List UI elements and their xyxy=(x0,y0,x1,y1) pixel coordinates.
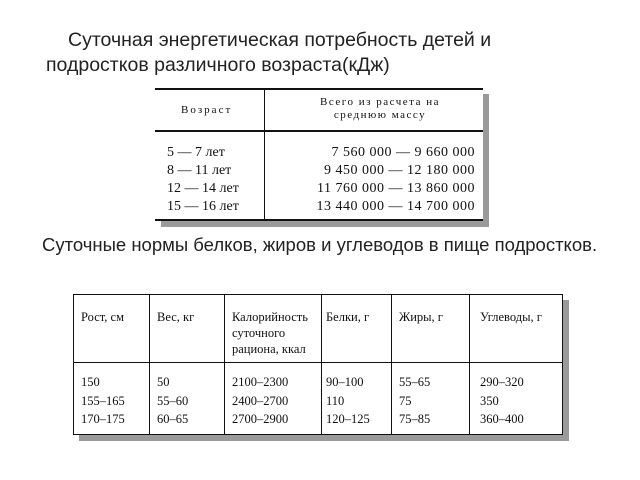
norms-cell: 2400–2700 xyxy=(232,393,289,408)
energy-table-bottom-rule xyxy=(155,219,483,221)
norms-cell: 60–65 xyxy=(157,412,189,426)
norms-cell: 155–165 xyxy=(81,393,125,408)
norms-cell: 170–175 xyxy=(81,412,125,426)
energy-row-age: 12 — 14 лет xyxy=(167,181,239,196)
norms-cell: 290–320 xyxy=(480,375,524,389)
energy-table-header-total xyxy=(285,96,475,122)
norms-cells-carbs xyxy=(480,373,558,429)
norms-header-carbs: Углеводы, г xyxy=(480,310,542,324)
slide-title xyxy=(40,28,610,78)
energy-table-header-age: Возраст xyxy=(181,104,233,116)
section-subtitle: Суточные нормы белков, жиров и углеводов в пище подростков. xyxy=(42,234,598,255)
norms-header-weight: Вес, кг xyxy=(157,310,195,324)
norms-col-fats xyxy=(391,295,470,434)
norms-cell: 2700–2900 xyxy=(232,412,289,426)
norms-table xyxy=(73,294,563,435)
energy-row-value: 7 560 000 — 9 660 000 xyxy=(331,145,475,160)
energy-row-age: 5 — 7 лет xyxy=(167,145,225,160)
norms-cell: 360–400 xyxy=(480,412,524,426)
norms-col-proteins xyxy=(321,295,392,434)
slide-title-line-1: Суточная энергетическая потребность детей и xyxy=(68,29,492,51)
norms-cell: 150 xyxy=(81,375,100,389)
energy-row-age: 8 — 11 лет xyxy=(167,163,232,178)
energy-table-top-rule xyxy=(155,88,483,90)
table-row xyxy=(155,145,483,163)
energy-row-value: 9 450 000 — 12 180 000 xyxy=(324,163,475,178)
norms-cell: 55–65 xyxy=(399,375,431,389)
energy-row-age: 15 — 16 лет xyxy=(167,199,239,214)
energy-table-body xyxy=(155,145,483,217)
norms-col-height xyxy=(74,295,149,434)
norms-col-carbs xyxy=(469,295,562,434)
norms-cells-proteins xyxy=(326,373,388,429)
norms-cells-fats xyxy=(399,373,466,429)
norms-col-weight xyxy=(149,295,225,434)
norms-cell: 55–60 xyxy=(157,393,189,408)
norms-cells-calories xyxy=(232,373,318,429)
norms-col-calories xyxy=(224,295,322,434)
norms-cell: 50 xyxy=(157,375,170,389)
norms-header-calories-line-3: рациона, ккал xyxy=(232,342,306,356)
norms-cell: 75 xyxy=(399,393,412,408)
norms-cell: 2100–2300 xyxy=(232,375,289,389)
energy-table-header-rule xyxy=(155,130,483,132)
norms-header-calories-line-1: Калорийность xyxy=(232,310,308,324)
energy-table-header-total-line-1: Всего из расчета на xyxy=(319,96,440,108)
energy-table xyxy=(155,88,483,221)
energy-row-value: 11 760 000 — 13 860 000 xyxy=(317,181,475,196)
norms-cell: 75–85 xyxy=(399,412,431,426)
norms-cell: 350 xyxy=(480,393,499,408)
table-row xyxy=(155,181,483,199)
energy-row-value: 13 440 000 — 14 700 000 xyxy=(316,199,475,214)
norms-header-calories xyxy=(232,309,318,357)
norms-cell: 110 xyxy=(326,393,345,408)
table-row xyxy=(155,199,483,217)
norms-header-height: Рост, см xyxy=(81,310,124,324)
norms-header-fats: Жиры, г xyxy=(399,310,443,324)
norms-cells-height xyxy=(81,373,145,429)
norms-header-calories-line-2: суточного xyxy=(232,326,286,340)
energy-table-header-total-line-2: среднюю массу xyxy=(333,109,427,121)
norms-header-proteins: Белки, г xyxy=(326,310,370,324)
table-row xyxy=(155,163,483,181)
norms-cell: 120–125 xyxy=(326,412,370,426)
slide-title-line-2: подростков различного возраста(кДж) xyxy=(46,54,390,76)
norms-cells-weight xyxy=(157,373,221,429)
norms-cell: 90–100 xyxy=(326,375,364,389)
